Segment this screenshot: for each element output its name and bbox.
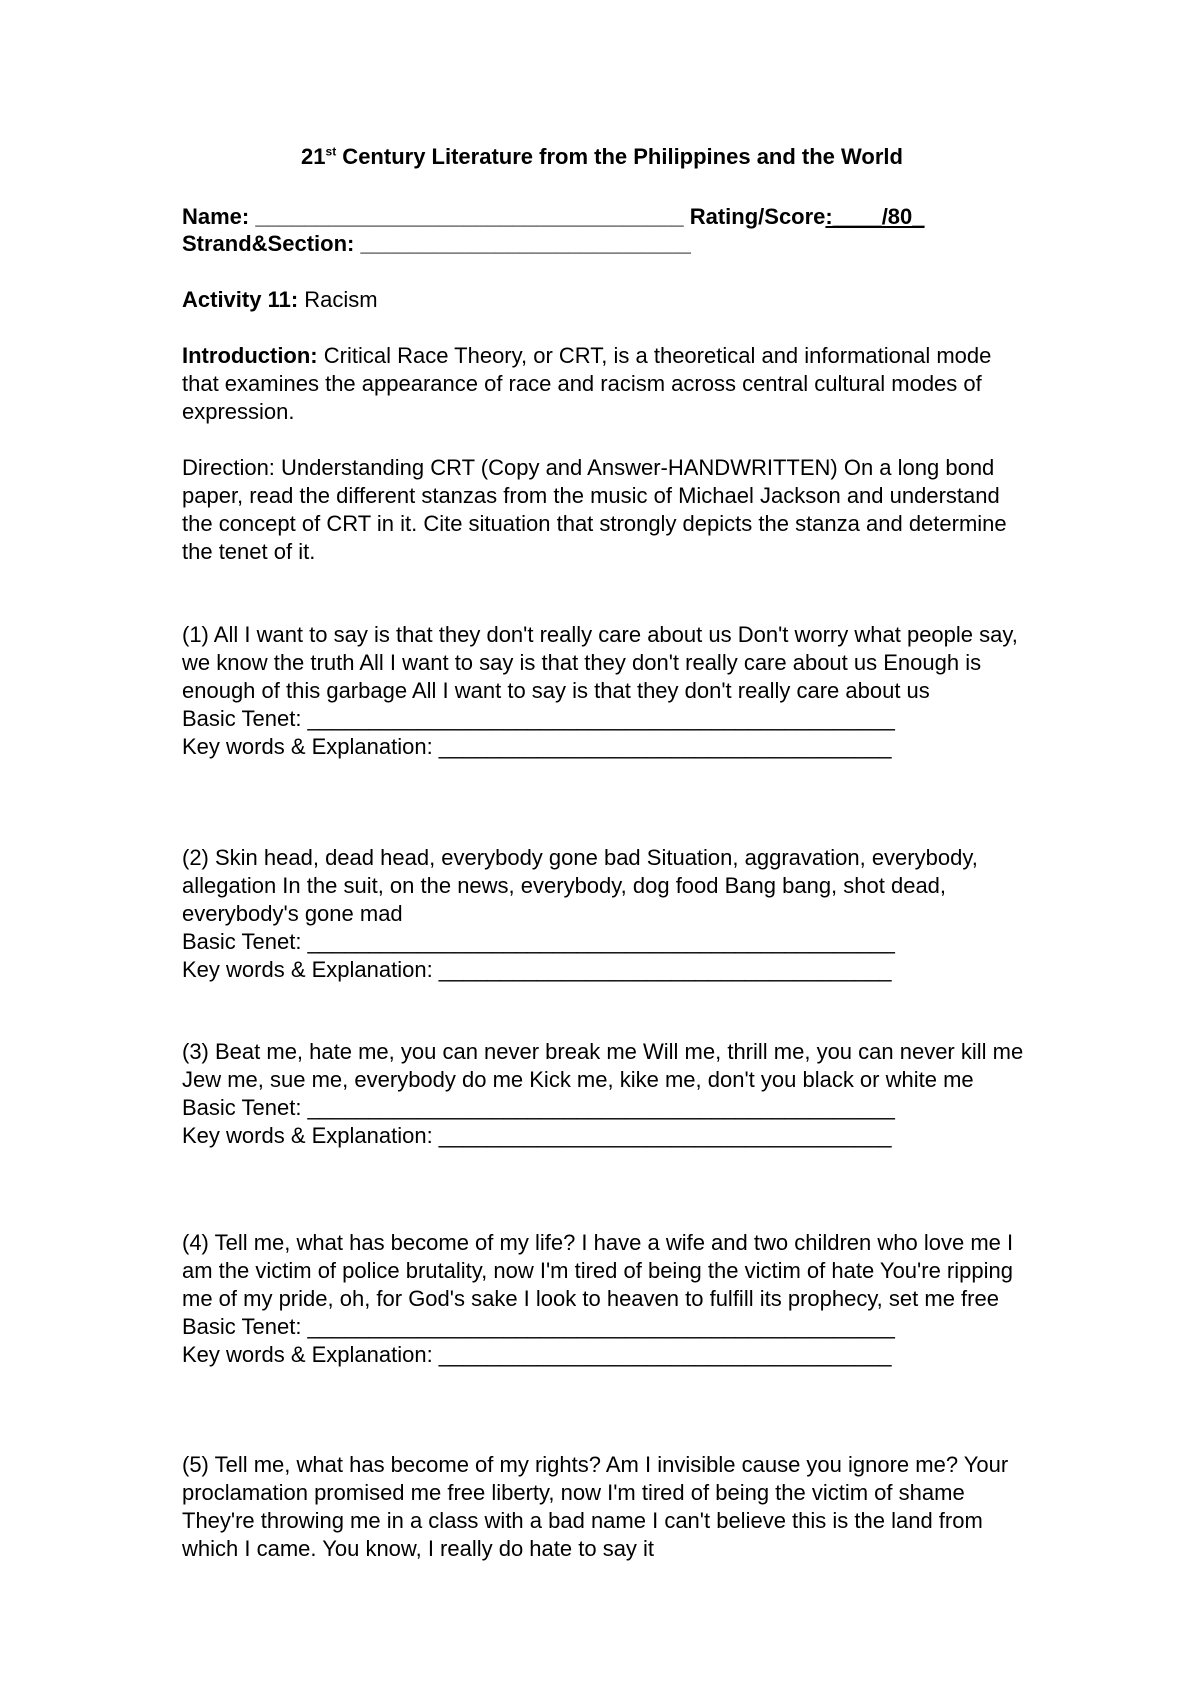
title-superscript: st xyxy=(325,144,337,159)
introduction-label: Introduction: xyxy=(182,343,318,368)
name-blank: ___________________________________ xyxy=(249,204,690,229)
keywords-explanation-line: Key words & Explanation: _____________________________________ xyxy=(182,1342,892,1367)
stanza-3 xyxy=(182,1038,1032,1150)
section-blank: ___________________________ xyxy=(354,231,691,256)
introduction-paragraph xyxy=(182,342,1032,426)
stanza-text: (2) Skin head, dead head, everybody gone bad Situation, aggravation, everybody, allegation In the suit, on the news, everybody, dog food Bang bang, shot dead, everybody's gone mad xyxy=(182,845,978,926)
rating-label: Rating/Score xyxy=(689,204,826,229)
basic-tenet-line: Basic Tenet: ________________________________________________ xyxy=(182,1095,895,1120)
basic-tenet-line: Basic Tenet: ________________________________________________ xyxy=(182,706,895,731)
name-rating-row xyxy=(182,203,925,231)
stanza-text: (1) All I want to say is that they don't really care about us Don't worry what people say, we know the truth All I want to say is that they don't really care about us Enough is enough of this garbage All I want to say is that they don't really care about us xyxy=(182,622,1018,703)
stanza-5 xyxy=(182,1451,1032,1563)
introduction-text: Critical Race Theory, or CRT, is a theoretical and informational mode that examines the appearance of race and racism across central cultural modes of expression. xyxy=(182,343,992,424)
name-label: Name: xyxy=(182,204,250,229)
stanza-2 xyxy=(182,844,1032,984)
stanza-text: (4) Tell me, what has become of my life? I have a wife and two children who love me I am the victim of police brutality, now I'm tired of being the victim of hate You're ripping me of my pride, oh, for God's sake I look to heaven to fulfill its prophecy, set me free xyxy=(182,1230,1014,1311)
worksheet-page xyxy=(182,0,1042,1696)
activity-value: Racism xyxy=(298,287,378,312)
activity-label: Activity 11: xyxy=(182,287,299,312)
stanza-4 xyxy=(182,1229,1032,1369)
keywords-explanation-line: Key words & Explanation: _____________________________________ xyxy=(182,734,892,759)
title-rest: Century Literature from the Philippines and the World xyxy=(336,144,903,169)
title-prefix: 21 xyxy=(301,144,326,169)
direction-paragraph: Direction: Understanding CRT (Copy and Answer-HANDWRITTEN) On a long bond paper, read the different stanzas from the music of Michael Jackson and understand the concept of CRT in it. Cite situation that strongly depicts the stanza and determine the tenet of it. xyxy=(182,455,1007,564)
section-row xyxy=(182,230,691,258)
keywords-explanation-line: Key words & Explanation: _____________________________________ xyxy=(182,1123,892,1148)
section-label: Strand&Section: xyxy=(182,231,355,256)
stanza-text: (3) Beat me, hate me, you can never break me Will me, thrill me, you can never kill me Jew me, sue me, everybody do me Kick me, kike me, don't you black or white me xyxy=(182,1039,1024,1092)
stanza-1 xyxy=(182,621,1032,761)
worksheet-title xyxy=(182,144,1022,170)
keywords-explanation-line: Key words & Explanation: _____________________________________ xyxy=(182,957,892,982)
activity-row xyxy=(182,286,378,314)
basic-tenet-line: Basic Tenet: ________________________________________________ xyxy=(182,1314,895,1339)
basic-tenet-line: Basic Tenet: ________________________________________________ xyxy=(182,929,895,954)
stanza-text: (5) Tell me, what has become of my rights? Am I invisible cause you ignore me? Your proclamation promised me free liberty, now I'm tired of being the victim of shame They're throwing me in a class with a bad name I can't believe this is the land from which I came. You know, I really do hate to say it xyxy=(182,1452,1009,1561)
rating-value: :____/80_ xyxy=(825,204,925,229)
